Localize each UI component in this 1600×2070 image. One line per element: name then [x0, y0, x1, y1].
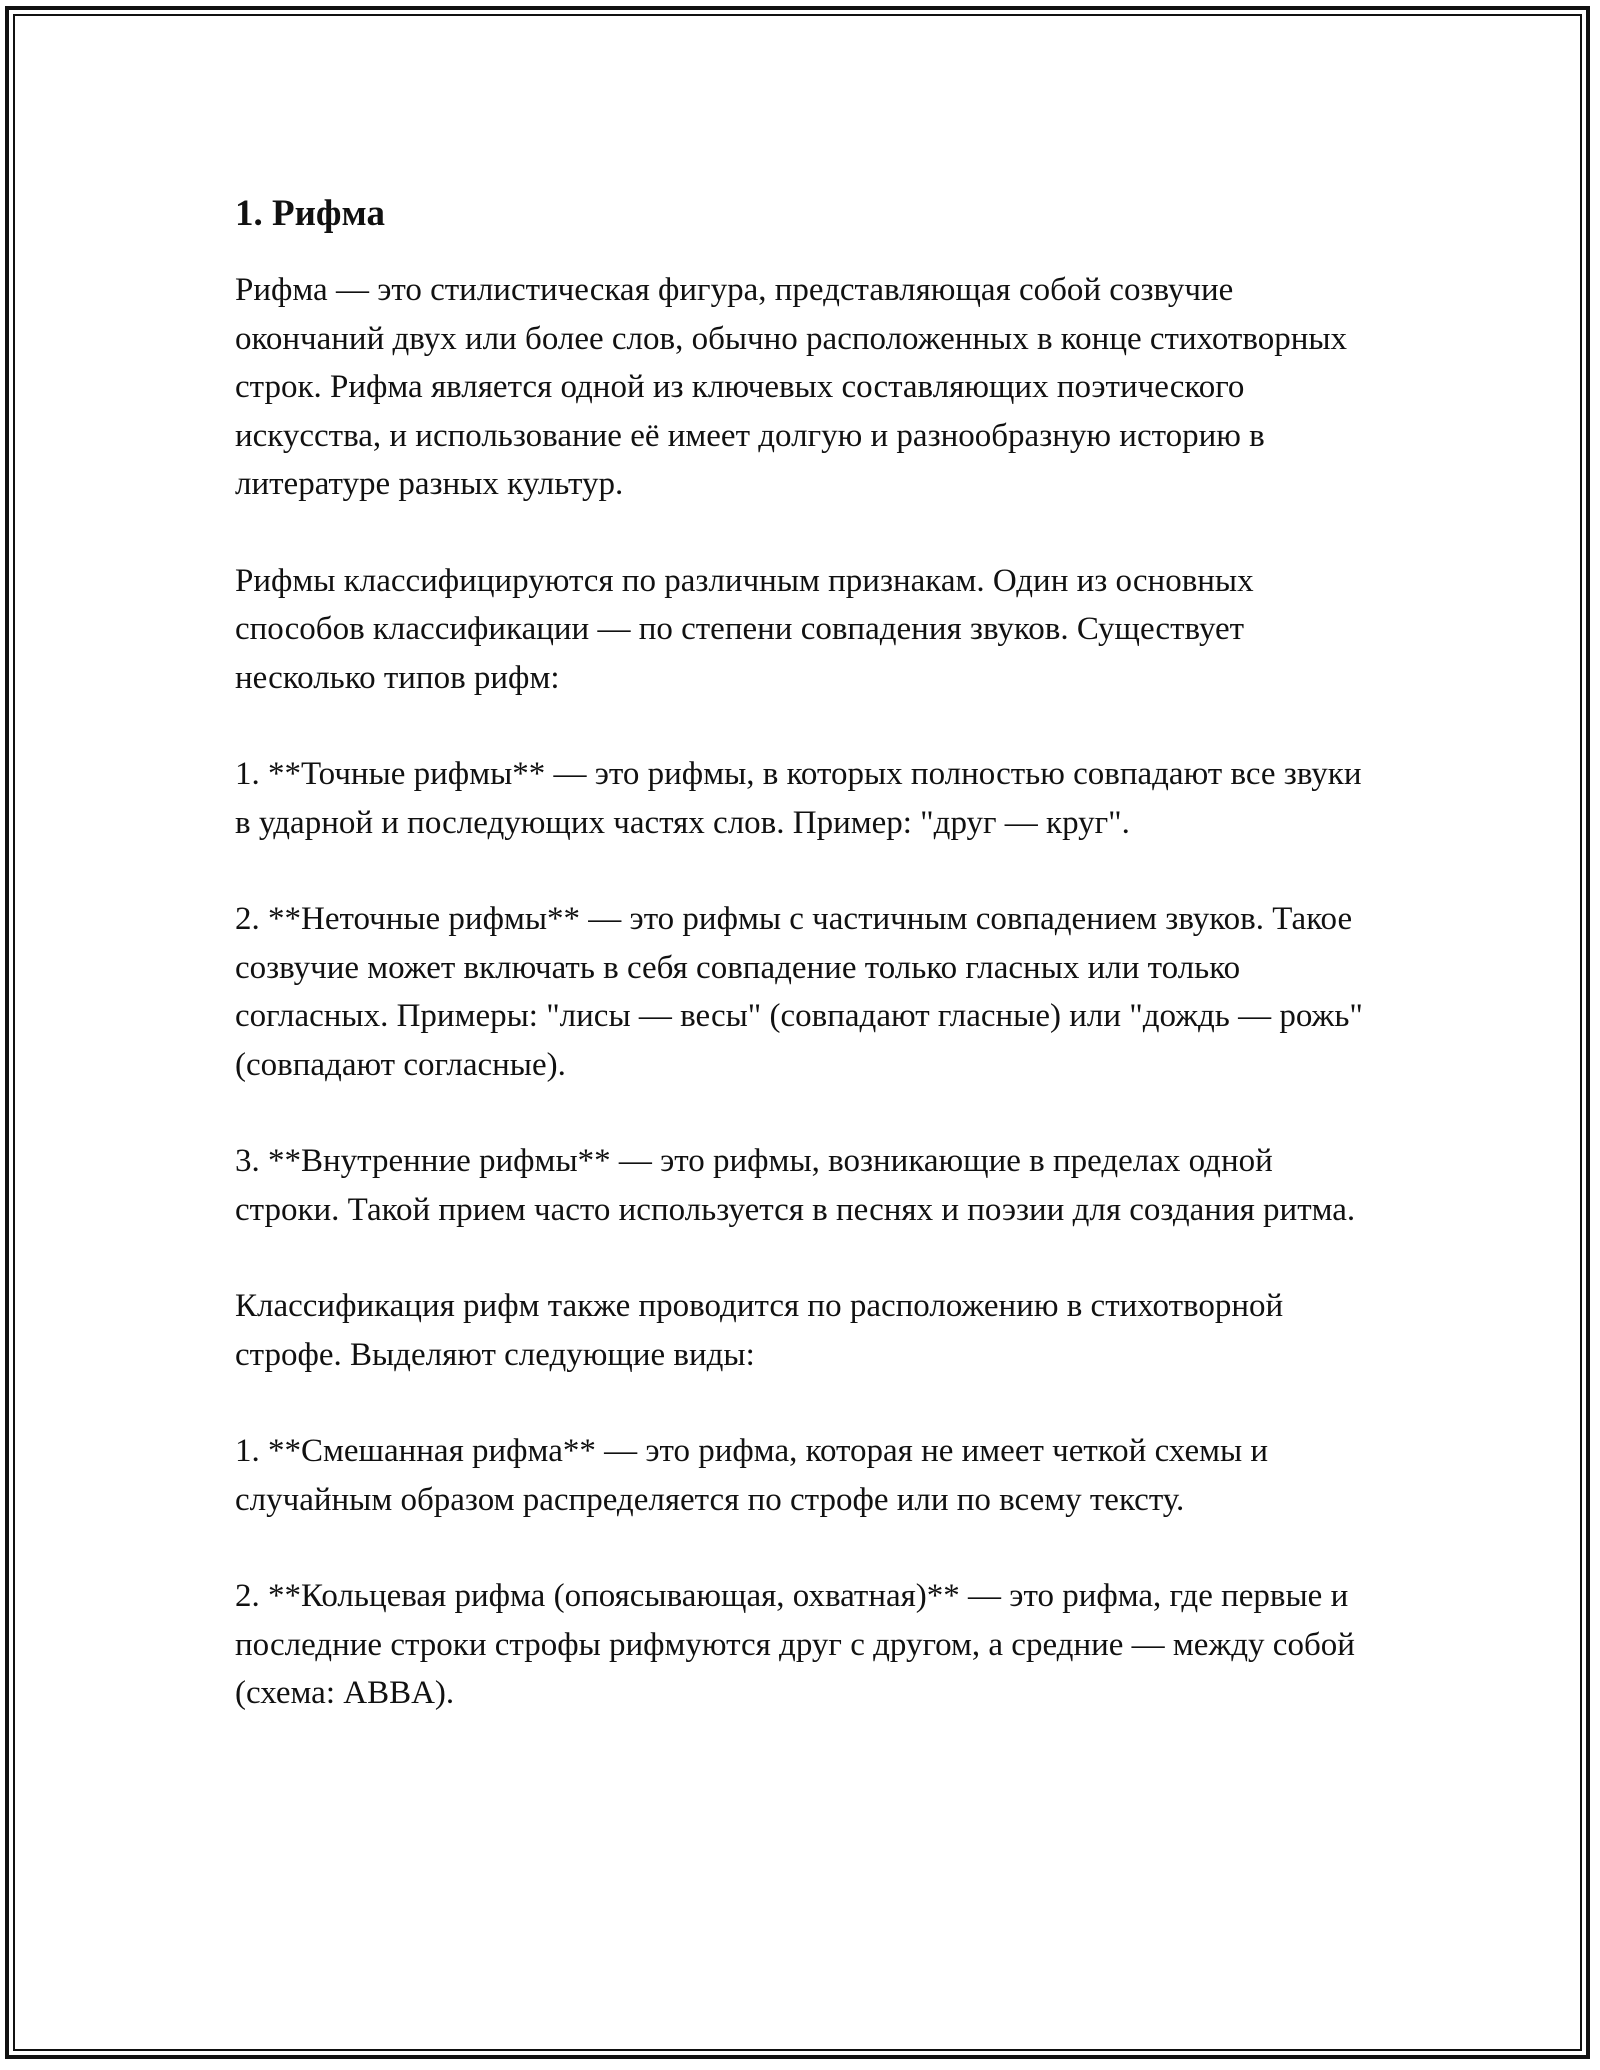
paragraph-placement-intro: Классификация рифм также проводится по расположению в стихотворной строфе. Выделяют следующие виды:: [235, 1288, 1284, 1373]
list-item-ring-rhyme: 2. **Кольцевая рифма (опоясывающая, охватная)** — это рифма, где первые и последние строки строфы рифмуются друг с другом, а средние — между собой (схема: ABBA).: [235, 1578, 1355, 1711]
paragraph-classification-intro: Рифмы классифицируются по различным признакам. Один из основных способов классификации — по степени совпадения звуков. Существует несколько типов рифм:: [235, 562, 1254, 696]
list-item-mixed-rhyme: 1. **Смешанная рифма** — это рифма, которая не имеет четкой схемы и случайным образом распределяется по строфе или по всему тексту.: [235, 1433, 1269, 1518]
list-item-internal-rhymes: 3. **Внутренние рифмы** — это рифмы, возникающие в пределах одной строки. Такой прием часто используется в песнях и поэзии для создания ритма.: [235, 1143, 1356, 1228]
document-body: [235, 182, 1375, 1766]
section-title: 1. Рифма: [235, 193, 385, 234]
list-item-exact-rhymes: 1. **Точные рифмы** — это рифмы, в которых полностью совпадают все звуки в ударной и последующих частях слов. Пример: "друг — круг".: [235, 756, 1362, 841]
paragraph-definition: Рифма — это стилистическая фигура, представляющая собой созвучие окончаний двух или более слов, обычно расположенных в конце стихотворных строк. Рифма является одной из ключевых составляющих поэтического искусства, и использование её имеет долгую и разнообразную историю в литературе разных культур.: [235, 272, 1348, 502]
list-item-inexact-rhymes: 2. **Неточные рифмы** — это рифмы с частичным совпадением звуков. Такое созвучие может включать в себя совпадение только гласных или только согласных. Примеры: "лисы — весы" (совпадают гласные) или "дождь — рожь" (совпадают согласные).: [235, 901, 1363, 1083]
